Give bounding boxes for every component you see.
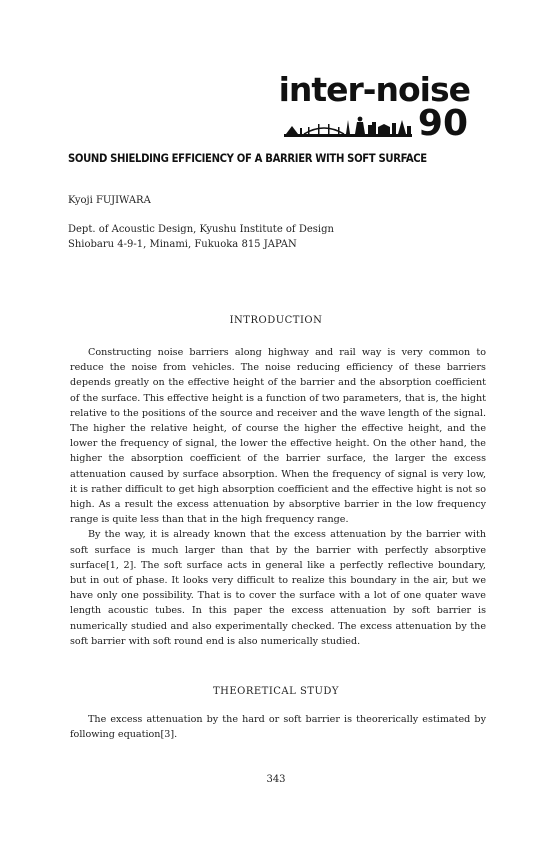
inter-noise-90-logo [270,72,470,146]
logo-year: 90 [417,103,468,144]
paper-title: SOUND SHIELDING EFFICIENCY OF A BARRIER WITH SOFT SURFACE [68,152,427,165]
affiliation-line-2: Shiobaru 4-9-1, Minami, Fukuoka 815 JAPAN [68,239,297,250]
theoretical-study-body [70,712,486,742]
logo-wordmark: inter-noise [278,70,470,109]
skyline-silhouette-icon [284,114,412,140]
page-number: 343 [266,774,286,785]
affiliation-line-1: Dept. of Acoustic Design, Kyushu Institute of Design [68,224,334,235]
introduction-paragraph: By the way, it is already known that the excess attenuation by the barrier with soft surface is much larger than that by the barrier with perfectly absorptive surface[1, 2]. The soft surface acts in general like a perfectly reflective boundary, but in out of phase. It looks very difficult to realize this boundary in the air, but we have only one possibility. That is to cover the surface with a lot of one quater wave length acoustic tubes. In this paper the excess attenuation by soft barrier is numerically studied and also experimentally checked. The excess attenuation by the soft barrier with soft round end is also numerically studied. [70,529,486,647]
introduction-paragraph: Constructing noise barriers along highway and rail way is very common to reduce the noise from vehicles. The noise reducing efficiency of these barriers depends greatly on the effective height of the barrier and the absorption coefficient of the surface. This effective height is a function of two parameters, that is, the hight relative to the positions of the source and receiver and the wave length of the signal. The higher the relative height, of course the higher the effective height, and the lower the frequency of signal, the lower the effective height. On the other hand, the higher the absorption coefficient of the barrier surface, the larger the excess attenuation caused by surface absorption. When the frequency of signal is very low, it is rather difficult to get high absorption coefficient and the effective hight is not so high. As a result the excess attenuation by absorptive barrier in the low frequency range is quite less than that in the high frequency range. [70,347,486,526]
section-heading-theoretical-study: THEORETICAL STUDY [212,686,340,697]
author-name: Kyoji FUJIWARA [68,195,151,206]
introduction-body [70,345,486,649]
section-heading-introduction: INTRODUCTION [229,315,323,326]
theoretical-paragraph: The excess attenuation by the hard or soft barrier is theorerically estimated by following equation[3]. [70,714,486,741]
